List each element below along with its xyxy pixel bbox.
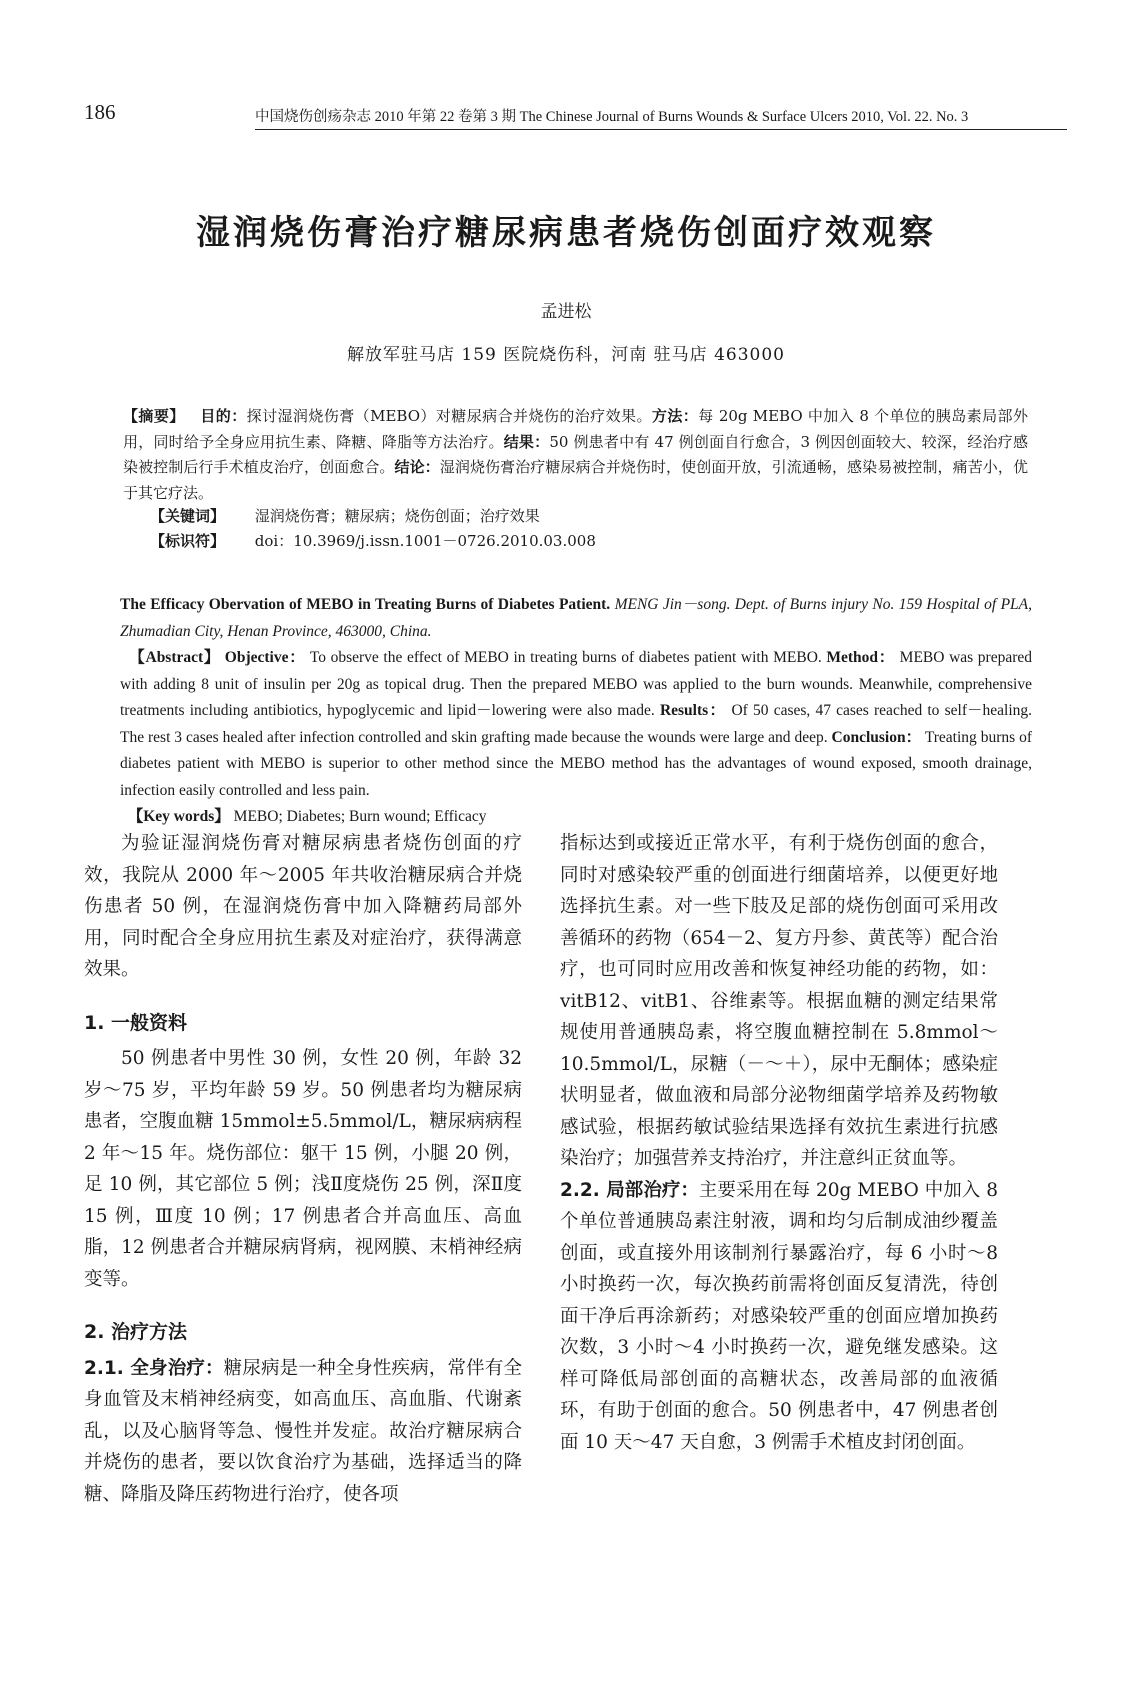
english-objective-text: To observe the effect of MEBO in treating burns of diabetes patient with MEBO. [309,649,822,666]
english-abstract-label: 【Abstract】 [129,649,221,666]
section-2-1-label: 2.1. 全身治疗： [84,1357,224,1379]
section-1-heading: 1. 一般资料 [84,1011,188,1034]
section-2-heading: 2. 治疗方法 [84,1321,188,1343]
chinese-abstract [123,404,1028,506]
keywords-row [150,505,540,526]
conclusion-label: 结论： [394,458,440,476]
keywords-label: 【关键词】 [150,507,226,525]
english-results-label: Results： [659,702,727,719]
keywords-text: 湿润烧伤膏；糖尿病；烧伤创面；治疗效果 [254,507,540,525]
objective-text: 探讨湿润烧伤膏（MEBO）对糖尿病合并烧伤的治疗效果。 [246,407,652,425]
doi-text: doi：10.3969/j.issn.1001－0726.2010.03.008 [254,532,596,550]
author: 孟进松 [540,302,592,322]
intro-paragraph: 为验证湿润烧伤膏对糖尿病患者烧伤创面的疗效，我院从 2000 年～2005 年共收治糖尿病合并烧伤患者 50 例，在湿润烧伤膏中加入降糖药局部外用，同时配合全身应用抗生素及对症治疗，获得满意效果。 [84,833,522,980]
section-2-1-paragraph [84,1353,522,1511]
english-title: The Efficacy Obervation of MEBO in Treating Burns of Diabetes Patient. [120,596,611,613]
english-abstract [120,592,1032,831]
running-head: 中国烧伤创疡杂志 2010 年第 22 卷第 3 期 The Chinese Journal of Burns Wounds & Surface Ulcers 2010, Vol. 22. No. 3 [255,105,1067,130]
objective-label: 目的： [200,407,247,425]
english-results-text: Of 50 cases, 47 cases reached to self－healing. The rest 3 cases healed after infection controlled and skin grafting made because the wounds were large and deep. [120,702,1032,746]
result-label: 结果： [503,432,550,451]
english-author-affiliation: MENG Jin－song. Dept. of Burns injury No. 159 Hospital of PLA, Zhumadian City, Henan Province, 463000, China. [120,596,1033,640]
section-1-text: 50 例患者中男性 30 例，女性 20 例，年龄 32 岁～75 岁，平均年龄 59 岁。50 例患者均为糖尿病患者，空腹血糖 15mmol±5.5mmol/L，糖尿病病程 2 年～15 年。烧伤部位：躯干 15 例，小腿 20 例，足 10 例，其它部位 5 例；浅Ⅱ度烧伤 25 例，深Ⅱ度 15 例，Ⅲ度 10 例；17 例患者合并高血压、高血脂，12 例患者合并糖尿病肾病，视网膜、末梢神经病变等。 [84,1048,522,1290]
identifier-label: 【标识符】 [150,532,226,550]
english-method-label: Method： [826,649,896,666]
english-method-text: MEBO was prepared with adding 8 unit of insulin per 20g as topical drug. Then the prepared MEBO was applied to the burn wounds. Meanwhile, comprehensive treatments including antibiotics, hypoglycemic and lipid－lowering were also made. [120,649,1033,719]
method-label: 方法： [651,407,699,425]
abstract-label: 【摘要】 [123,407,185,425]
continued-paragraph: 指标达到或接近正常水平，有利于烧伤创面的愈合，同时对感染较严重的创面进行细菌培养，以便更好地选择抗生素。对一些下肢及足部的烧伤创面可采用改善循环的药物（654－2、复方丹参、黄芪等）配合治疗，也可同时应用改善和恢复神经功能的药物，如：vitB12、vitB1、谷维素等。根据血糖的测定结果常规使用普通胰岛素，将空腹血糖控制在 5.8mmol～10.5mmol/L，尿糖（－～＋），尿中无酮体；感染症状明显者，做血液和局部分泌物细菌学培养及药物敏感试验，根据药敏试验结果选择有效抗生素进行抗感染治疗；加强营养支持治疗，并注意纠正贫血等。 [560,833,998,1169]
method-text: 每 20g MEBO 中加入 8 个单位的胰岛素局部外用，同时给予全身应用抗生素、降糖、降脂等方法治疗。 [123,407,1028,451]
right-column [560,828,998,1458]
article-title: 湿润烧伤膏治疗糖尿病患者烧伤创面疗效观察 [196,213,936,253]
english-keywords-label: 【Key words】 [127,808,230,825]
identifier-row [150,530,596,551]
left-column [84,828,522,1510]
affiliation: 解放军驻马店 159 医院烧伤科，河南 驻马店 463000 [347,345,785,365]
english-conclusion-text: Treating burns of diabetes patient with MEBO is superior to other method since the MEBO method has the advantages of wound exposed, smooth drainage, infection easily controlled and less pain. [120,728,1032,799]
english-conclusion-label: Conclusion： [831,728,922,746]
english-keywords-text: MEBO; Diabetes; Burn wound; Efficacy [233,808,487,825]
section-2-2-text: 主要采用在每 20g MEBO 中加入 8 个单位普通胰岛素注射液，调和均匀后制成油纱覆盖创面，或直接外用该制剂行暴露治疗，每 6 小时～8 小时换药一次，每次换药前需将创面反复清洗，待创面干净后再涂新药；对感染较严重的创面应增加换药次数，3 小时～4 小时换药一次，避免继发感染。这样可降低局部创面的高糖状态，改善局部的血液循环，有助于创面的愈合。50 例患者中，47 例患者创面 10 天～47 天自愈，3 例需手术植皮封闭创面。 [560,1179,998,1453]
result-text: 50 例患者中有 47 例创面自行愈合，3 例因创面较大、较深，经治疗感染被控制后行手术植皮治疗，创面愈合。 [123,432,1028,476]
section-2-2-paragraph [560,1175,998,1459]
section-2-1-text: 糖尿病是一种全身性疾病，常伴有全身血管及末梢神经病变，如高血压、高血脂、代谢紊乱，以及心脑肾等急、慢性并发症。故治疗糖尿病合并烧伤的患者，要以饮食治疗为基础，选择适当的降糖、降脂及降压药物进行治疗，使各项 [84,1357,522,1505]
section-2-2-label: 2.2. 局部治疗： [560,1179,699,1201]
page-number: 186 [84,100,116,124]
english-objective-label: Objective： [224,649,306,666]
conclusion-text: 湿润烧伤膏治疗糖尿病合并烧伤时，使创面开放，引流通畅，感染易被控制，痛苦小，优于其它疗法。 [123,458,1028,502]
